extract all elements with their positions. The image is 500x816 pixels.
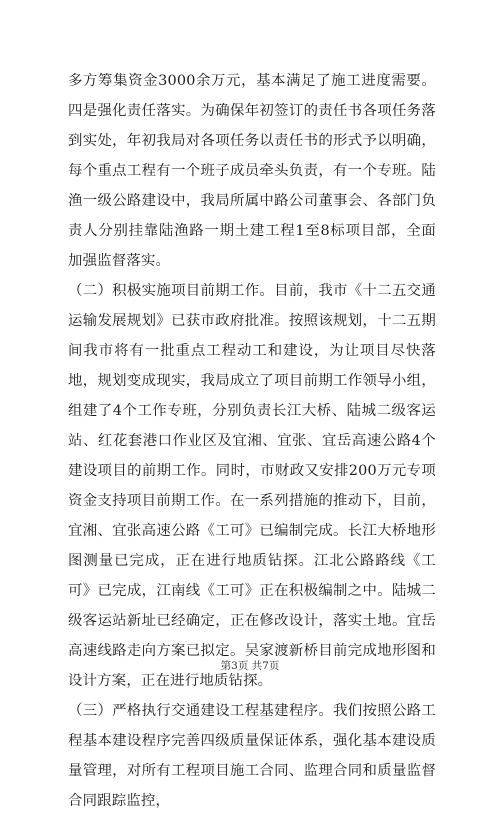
page-number-footer: 第3页 共7页 [220, 660, 280, 672]
paragraph-funding-responsibility: 多方筹集资金3000余万元，基本满足了施工进度需要。四是强化责任落实。为确保年初签订的责任书各项任务落到实处，年初我局对各项任务以责任书的形式予以明确，每个重点工程有一个班子成员牵头负责，有一个专班。陆渔一级公路建设中，我局所属中路公司董事会、各部门负责人分别挂靠陆渔路一期土建工程1至8标项目部，全面加强监督落实。 [68, 73, 436, 269]
paragraph-construction-procedure: （三）严格执行交通建设工程基建程序。我们按照公路工程基本建设程序完善四级质量保证体系，强化基本建设质量管理，对所有工程项目施工合同、监理合同和质量监督合同跟踪监控， [68, 703, 436, 809]
paragraph-project-preliminary-work: （二）积极实施项目前期工作。目前，我市《十二五交通运输发展规划》已获市政府批准。按照该规划，十二五期间我市将有一批重点工程动工和建设，为让项目尽快落地，规划变成现实，我局成立了项目前期工作领导小组，组建了4个工作专班，分别负责长江大桥、陆城二级客运站、红花套港口作业区及宜湘、宜张、宜岳高速公路4个建设项目的前期工作。同时，市财政又安排200万元专项资金支持项目前期工作。在一系列措施的推动下，目前，宜湘、宜张高速公路《工可》已编制完成。长江大桥地形图测量已完成，正在进行地质钻探。江北公路路线《工可》已完成，江南线《工可》正在积极编制之中。陆城二级客运站新址已经确定，正在修改设计，落实土地。宜岳高速线路走向方案已拟定。吴家渡新桥目前完成地形图和设计方案，正在进行地质钻探。 [68, 283, 436, 689]
document-body [68, 66, 436, 816]
